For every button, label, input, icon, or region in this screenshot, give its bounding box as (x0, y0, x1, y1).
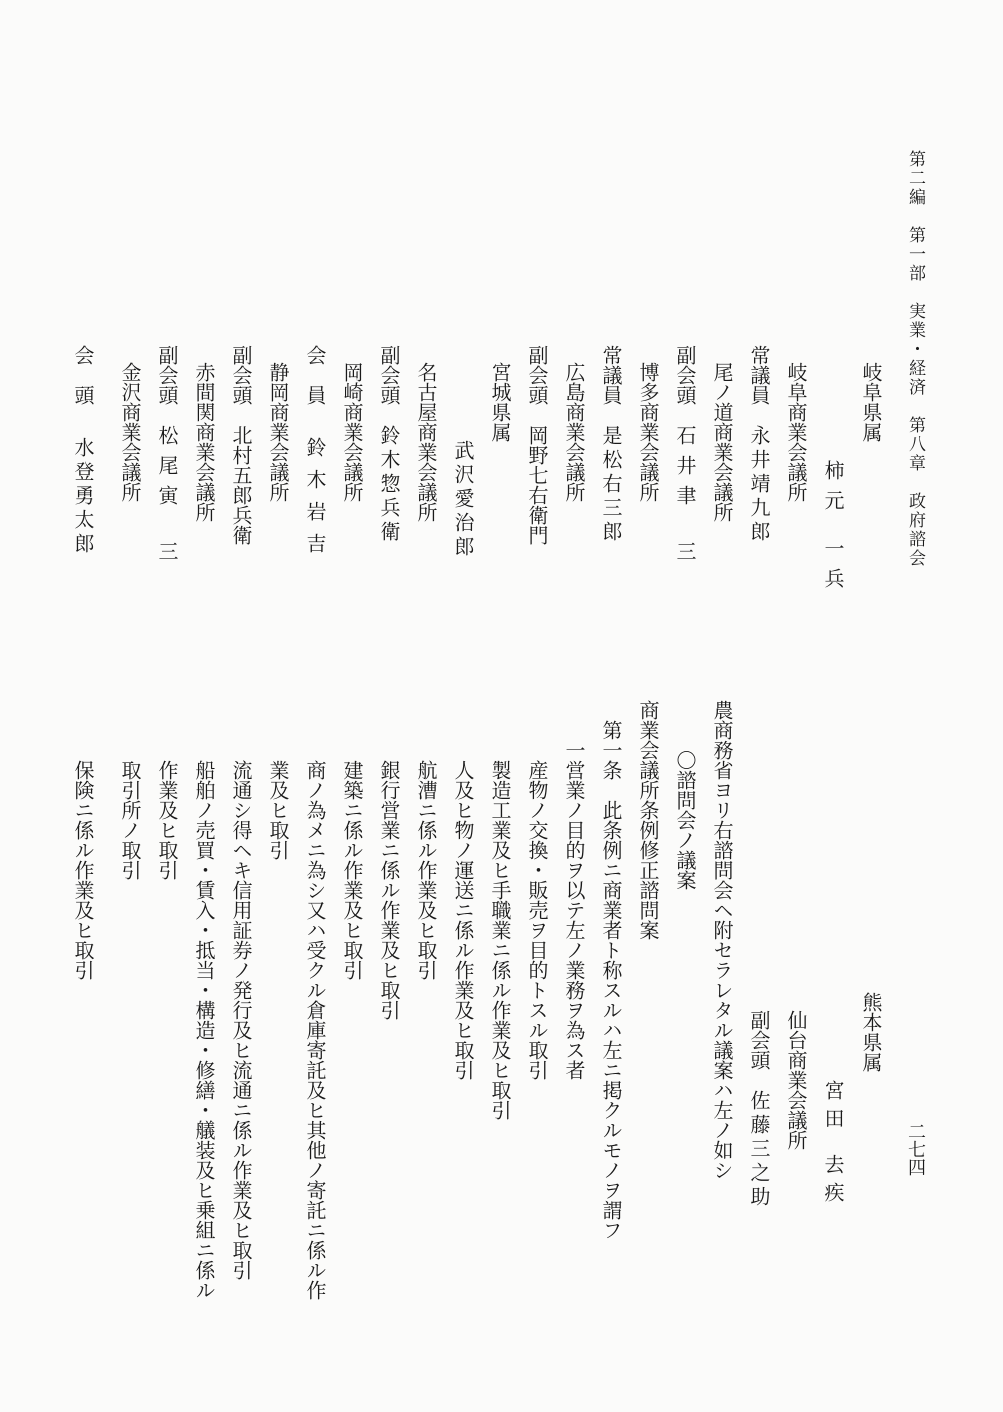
text: 是松右三郎 (599, 425, 623, 545)
upper-col-18 (231, 345, 251, 545)
upper-col-12 (453, 440, 473, 560)
lower-col-14 (379, 760, 399, 1020)
text: 会員 (303, 345, 327, 425)
text: 副会頭 (747, 1010, 771, 1070)
text: 仙台商業会議所 (784, 1010, 808, 1150)
upper-col-20 (157, 345, 177, 561)
text: 北村五郎兵衛 (229, 425, 253, 545)
text: 商業会議所条例修正諮問案 (636, 700, 660, 940)
upper-col-04 (749, 345, 769, 545)
upper-col-10 (527, 345, 547, 545)
text: 三 (673, 541, 697, 561)
lower-col-07 (638, 700, 658, 940)
text: 宮城県属 (488, 362, 512, 442)
text: 石井聿 (673, 425, 697, 515)
text: 常議員 (599, 345, 623, 405)
lower-col-02 (823, 1080, 843, 1210)
text: 金沢商業会議所 (118, 362, 142, 502)
text: 銀行営業ニ係ル作業及ヒ取引 (377, 760, 401, 1020)
text: 製造工業及ヒ手職業ニ係ル作業及ヒ取引 (488, 760, 512, 1120)
lower-col-19 (194, 760, 214, 1300)
text: 博多商業会議所 (636, 362, 660, 502)
text: 赤間関商業会議所 (192, 362, 216, 522)
upper-col-02 (823, 460, 843, 598)
text: 取引所ノ取引 (118, 760, 142, 880)
upper-col-13 (416, 362, 436, 522)
text: 名古屋商業会議所 (414, 362, 438, 522)
lower-col-09 (564, 740, 584, 1080)
page-number: 二七四 (905, 1122, 926, 1176)
running-head: 第二編 第一部 実業・経済 第八章 政府諮会 (905, 150, 925, 568)
text: 副会頭 (525, 345, 549, 405)
text: 岐阜県属 (859, 362, 883, 442)
lower-col-16 (305, 760, 325, 1300)
upper-col-11 (490, 362, 510, 442)
lower-col-15 (342, 760, 362, 980)
text: 岡崎商業会議所 (340, 362, 364, 502)
upper-col-08 (601, 345, 621, 545)
text: 航漕ニ係ル作業及ヒ取引 (414, 760, 438, 980)
text: 三 (155, 541, 179, 561)
upper-col-14 (379, 345, 399, 545)
text: 熊本県属 (859, 992, 883, 1072)
text: 武沢愛治郎 (451, 440, 475, 560)
text: 静岡商業会議所 (266, 362, 290, 502)
lower-col-06 (675, 750, 695, 890)
text: 一兵 (821, 538, 845, 598)
text: 柿元 (821, 460, 845, 520)
text: 水登勇太郎 (71, 437, 95, 557)
upper-col-07 (638, 362, 658, 502)
text: 業及ヒ取引 (266, 760, 290, 860)
text: 農商務省ヨリ右諮問会ヘ附セラレタル議案ハ左ノ如シ (710, 700, 734, 1180)
upper-col-22 (73, 345, 93, 557)
lower-col-10 (527, 760, 547, 1080)
text: 宮田 (821, 1080, 845, 1136)
text: 副会頭 (377, 345, 401, 405)
lower-col-04 (749, 1010, 769, 1210)
lower-col-20 (157, 760, 177, 880)
text: 人及ヒ物ノ運送ニ係ル作業及ヒ取引 (451, 760, 475, 1080)
upper-col-05 (712, 362, 732, 522)
upper-col-21 (120, 362, 140, 502)
text: 作業及ヒ取引 (155, 760, 179, 880)
lower-col-05 (712, 700, 732, 1180)
text: 岡野七右衛門 (525, 425, 549, 545)
text: 副会頭 (673, 345, 697, 405)
text: 一営業ノ目的ヲ以テ左ノ業務ヲ為ス者 (562, 740, 586, 1080)
text: 佐藤三之助 (747, 1090, 771, 1210)
text: 鈴木惣兵衛 (377, 425, 401, 545)
text: 常議員 (747, 345, 771, 405)
upper-col-03 (786, 362, 806, 502)
text: 去疾 (821, 1154, 845, 1210)
lower-col-11 (490, 760, 510, 1120)
upper-col-06 (675, 345, 695, 561)
upper-col-19 (194, 362, 214, 522)
upper-col-01 (861, 362, 881, 442)
text: 第一条 此条例ニ商業者ト称スルハ左ニ掲クルモノヲ謂フ (599, 720, 623, 1240)
text: 副会頭 (155, 345, 179, 405)
upper-col-15 (342, 362, 362, 502)
text: 尾ノ道商業会議所 (710, 362, 734, 522)
lower-col-22 (73, 760, 93, 980)
text: 船舶ノ売買・賃入・抵当・構造・修繕・艤装及ヒ乗組ニ係ル (192, 760, 216, 1300)
text: 岐阜商業会議所 (784, 362, 808, 502)
text: 産物ノ交換・販売ヲ目的トスル取引 (525, 760, 549, 1080)
text: 建築ニ係ル作業及ヒ取引 (340, 760, 364, 980)
lower-col-18 (231, 760, 251, 1280)
text: 会頭 (71, 345, 95, 425)
text: 〇諮問会ノ議案 (673, 750, 697, 890)
lower-col-01 (861, 992, 881, 1072)
lower-col-12 (453, 760, 473, 1080)
text: 広島商業会議所 (562, 362, 586, 502)
upper-col-17 (268, 362, 288, 502)
text: 流通シ得ヘキ信用証券ノ発行及ヒ流通ニ係ル作業及ヒ取引 (229, 760, 253, 1280)
lower-col-03 (786, 1010, 806, 1150)
lower-col-17 (268, 760, 288, 860)
lower-col-08 (601, 720, 621, 1240)
upper-col-09 (564, 362, 584, 502)
text: 永井靖九郎 (747, 425, 771, 545)
lower-col-21 (120, 760, 140, 880)
text: 副会頭 (229, 345, 253, 405)
upper-col-16 (305, 345, 325, 565)
text: 鈴木岩吉 (303, 437, 327, 565)
lower-col-13 (416, 760, 436, 980)
text: 保険ニ係ル作業及ヒ取引 (71, 760, 95, 980)
text: 商ノ為メニ為シ又ハ受クル倉庫寄託及ヒ其他ノ寄託ニ係ル作 (303, 760, 327, 1300)
text: 松尾寅 (155, 425, 179, 515)
